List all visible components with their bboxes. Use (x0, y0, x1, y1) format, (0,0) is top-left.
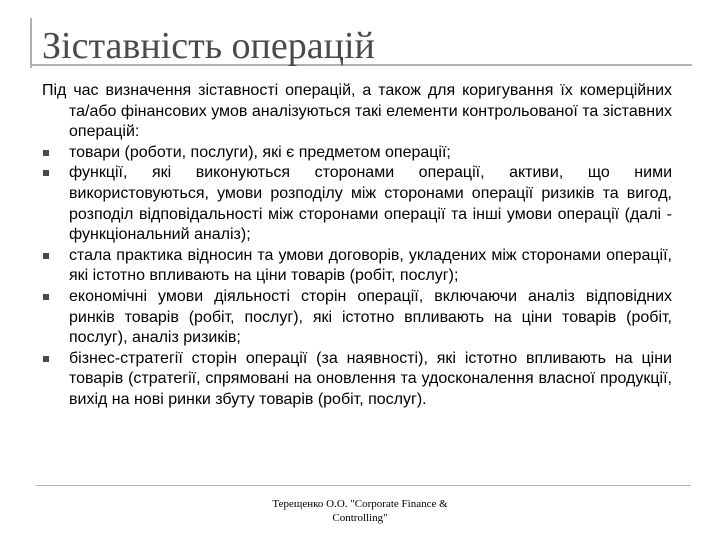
intro-paragraph: Під час визначення зіставності операцій, а також для коригування їх комерційних та/або фінансових умов аналізуються такі елементи контрольованої та зіставних операцій: (42, 82, 672, 141)
bullet-text: товари (роботи, послуги), які є предметом операції; (69, 143, 451, 161)
title-vertical-rule (30, 18, 32, 68)
bullet-item (42, 163, 672, 245)
slide-body (42, 81, 672, 411)
footer-line-2: Controlling" (332, 512, 388, 524)
bullet-text: економічні умови діяльності сторін операції, включаючи аналіз відповідних ринків товарів (робіт, послуг), які істотно впливають на ціни товарів (робіт, послуг), аналіз ризиків; (69, 287, 672, 347)
bullet-text: стала практика відносин та умови договорів, укладених між сторонами операції, які істотно впливають на ціни товарів (робіт, послуг); (69, 246, 672, 285)
square-bullet-icon (43, 253, 49, 259)
slide-title: Зіставність операцій (42, 25, 375, 67)
bullet-item (42, 287, 672, 349)
bullet-text: бізнес-стратегії сторін операції (за наявності), які істотно впливають на ціни товарів (стратегії, спрямовані на оновлення та удосконалення власної продукції, вихід на нові ринки збуту товарів (робіт, послуг). (69, 349, 672, 408)
footer-credit (252, 497, 468, 525)
square-bullet-icon (43, 294, 49, 300)
footer-rule (36, 485, 691, 486)
square-bullet-icon (43, 170, 49, 176)
bullet-item (42, 246, 672, 287)
square-bullet-icon (43, 150, 49, 156)
footer-line-1: Терещенко О.О. "Corporate Finance & (272, 498, 448, 510)
bullet-item (42, 349, 672, 411)
bullet-item (42, 143, 672, 164)
bullet-list (42, 143, 672, 411)
bullet-text: функції, які виконуються сторонами операції, активи, що ними використовуються, умови розподілу між сторонами операції ризиків та вигод, розподіл відповідальності між сторонами операції та інші умови операції (далі - функціональний аналіз); (69, 164, 672, 244)
square-bullet-icon (43, 356, 49, 362)
